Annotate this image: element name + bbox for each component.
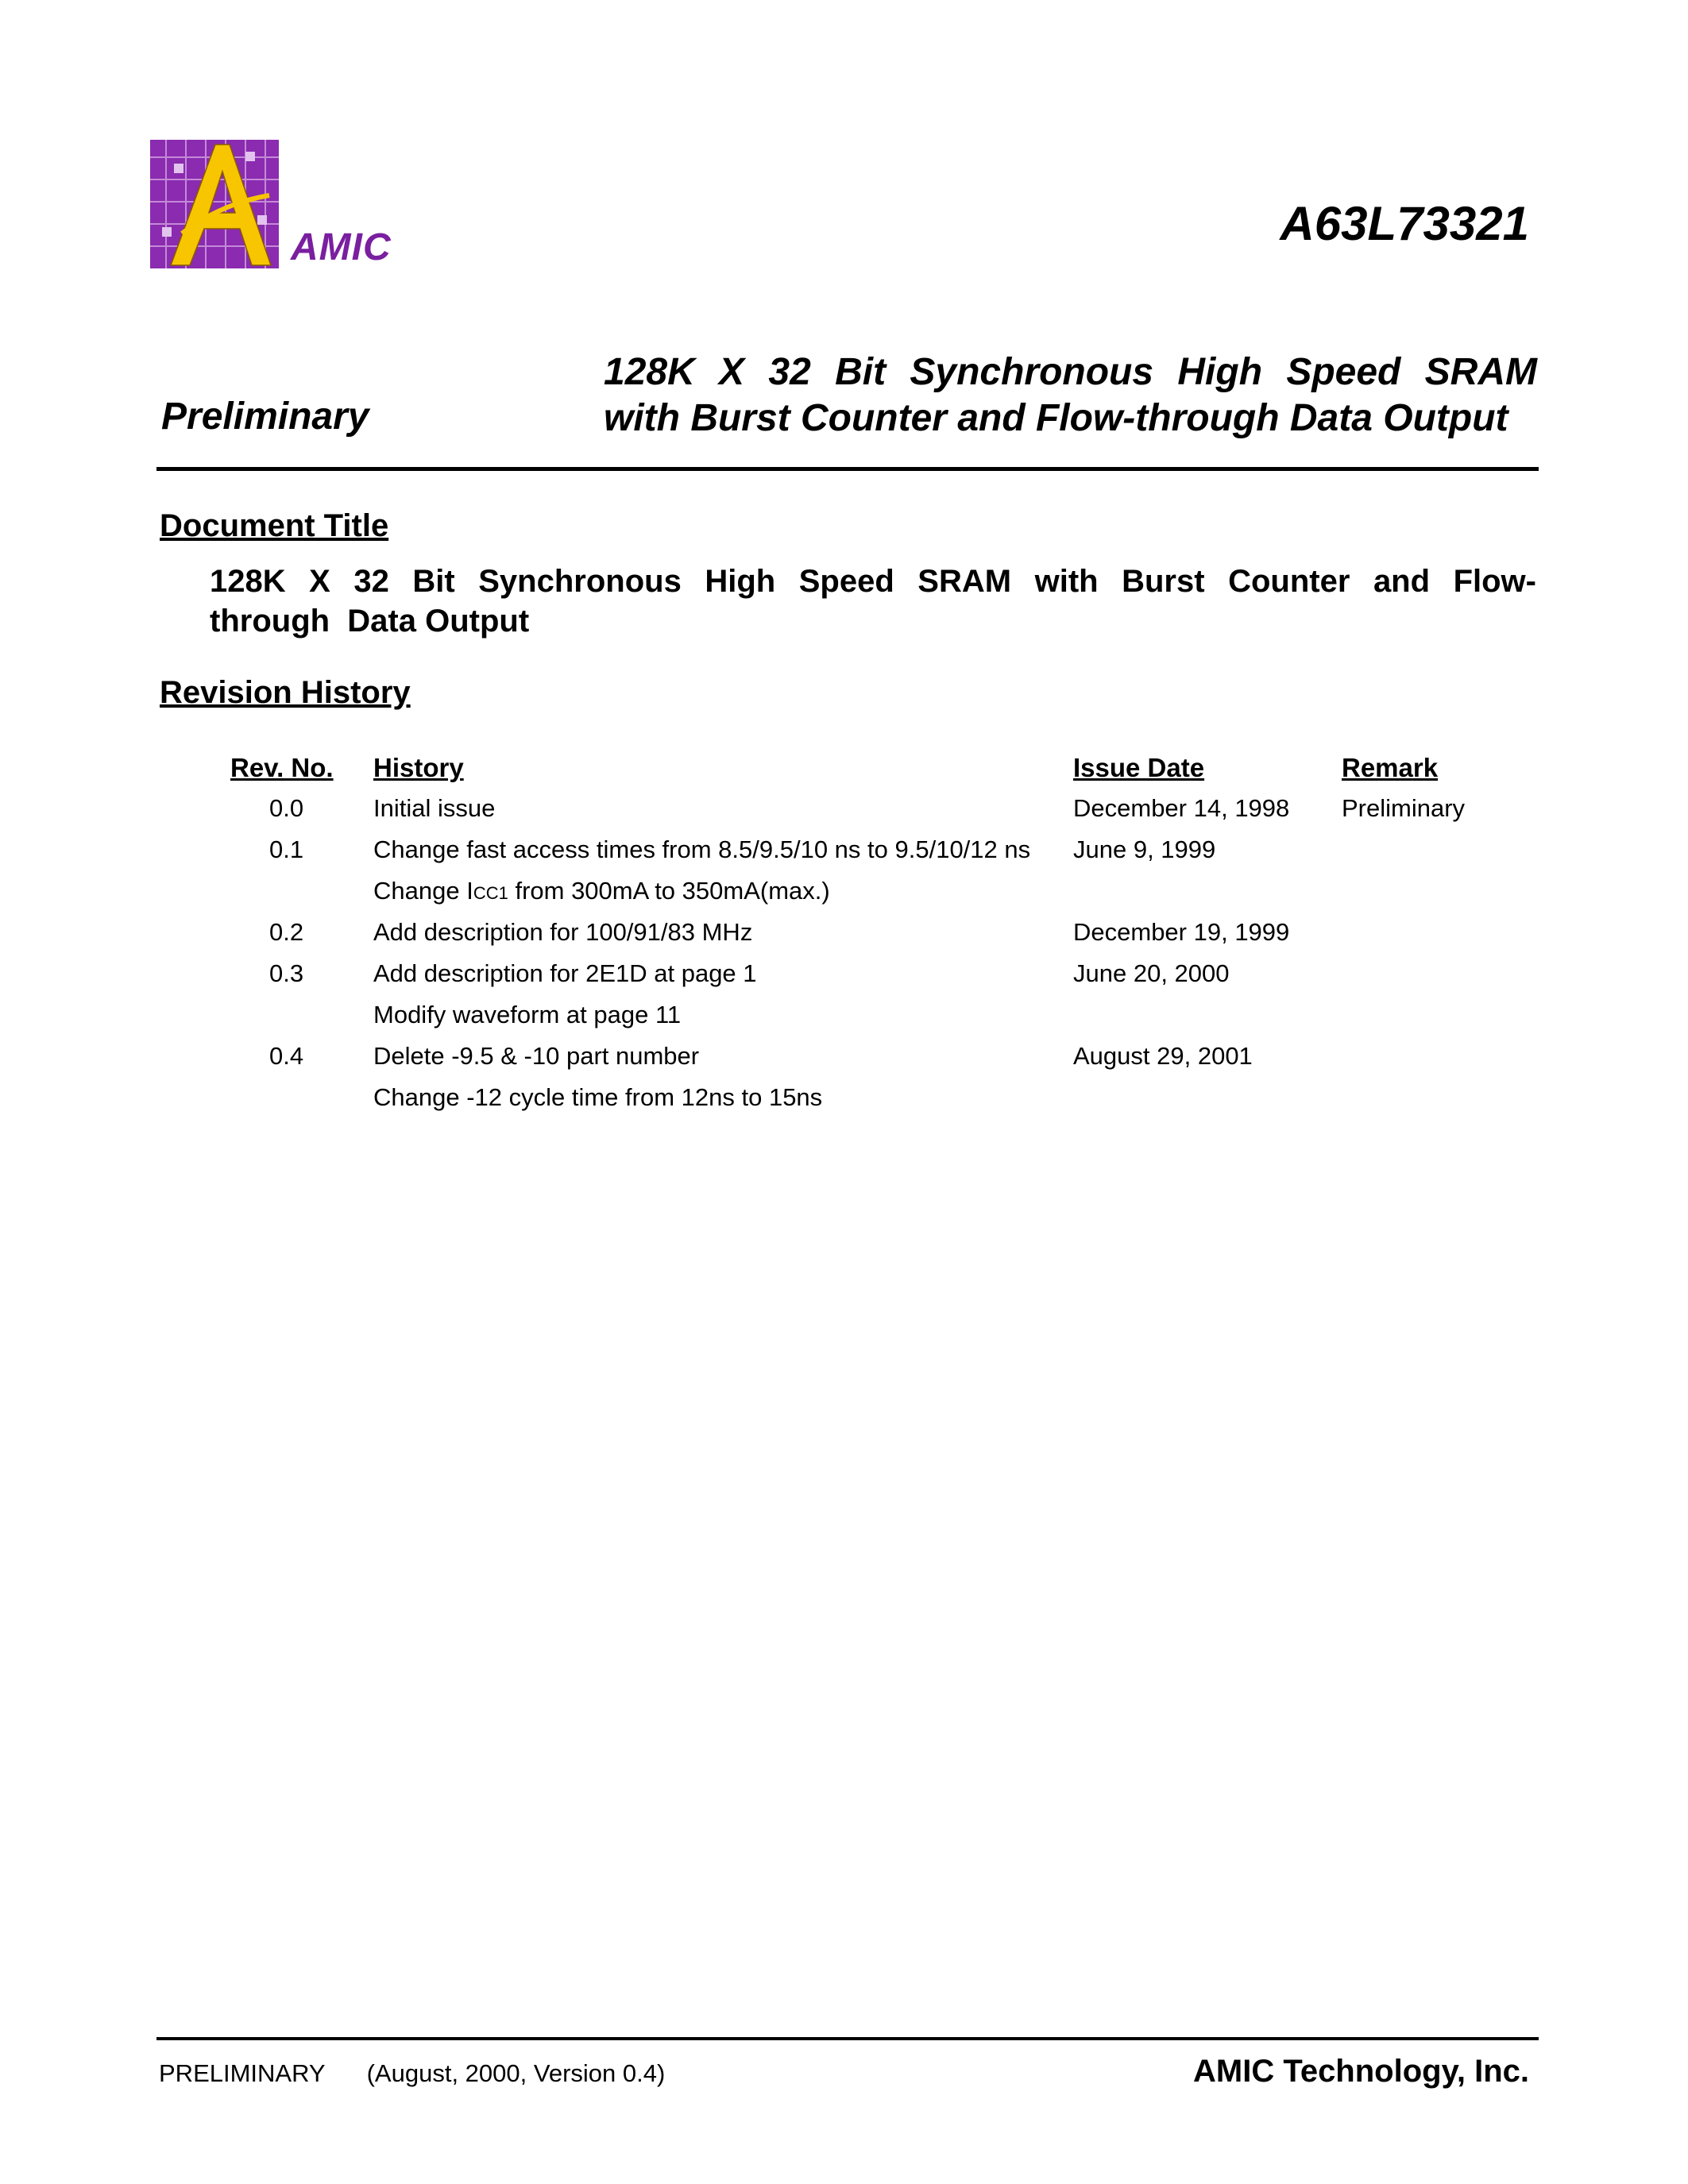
amic-logo bbox=[150, 140, 279, 268]
amic-logo-icon bbox=[150, 140, 279, 268]
table-row bbox=[0, 1000, 1688, 1041]
column-header-rev: Rev. No. bbox=[230, 753, 334, 782]
remark-cell: Preliminary bbox=[1342, 794, 1466, 822]
date-cell: December 19, 1999 bbox=[1073, 918, 1290, 946]
header-divider bbox=[156, 467, 1539, 471]
document-title-line1: 128K X 32 Bit Synchronous High Speed SRAM with Burst Counter and Flow- bbox=[210, 564, 1536, 599]
history-cell: Change fast access times from 8.5/9.5/10 ns to 9.5/10/12 ns bbox=[373, 835, 1031, 863]
footer-version: (August, 2000, Version 0.4) bbox=[366, 2059, 666, 2087]
table-row bbox=[0, 876, 1688, 917]
history-cell bbox=[373, 876, 830, 905]
history-cell: Add description for 100/91/83 MHz bbox=[373, 918, 753, 946]
table-row bbox=[0, 917, 1688, 959]
date-cell: June 20, 2000 bbox=[1073, 959, 1230, 987]
document-title-heading: Document Title bbox=[160, 508, 389, 543]
table-row bbox=[0, 959, 1688, 1000]
table-row bbox=[0, 1041, 1688, 1082]
rev-cell: 0.2 bbox=[269, 918, 304, 946]
date-cell: December 14, 1998 bbox=[1073, 794, 1290, 822]
header-title bbox=[604, 349, 1537, 442]
column-header-remark: Remark bbox=[1342, 753, 1439, 782]
footer-status bbox=[159, 2059, 665, 2088]
history-cell: Initial issue bbox=[373, 794, 496, 822]
rev-cell: 0.1 bbox=[269, 835, 304, 863]
date-cell: August 29, 2001 bbox=[1073, 1042, 1253, 1070]
date-cell: June 9, 1999 bbox=[1073, 835, 1216, 863]
history-cell: Change -12 cycle time from 12ns to 15ns bbox=[373, 1083, 823, 1111]
header-title-line2: with Burst Counter and Flow-through Data Output bbox=[604, 397, 1508, 439]
table-row bbox=[0, 835, 1688, 876]
footer-divider bbox=[156, 2037, 1539, 2040]
table-row bbox=[0, 1082, 1688, 1124]
status-label: Preliminary bbox=[161, 396, 369, 438]
rev-cell: 0.0 bbox=[269, 794, 304, 822]
footer-company: AMIC Technology, Inc. bbox=[1193, 2054, 1529, 2089]
column-header-history: History bbox=[373, 753, 464, 782]
brand-name: AMIC bbox=[291, 226, 392, 268]
column-header-issue-date: Issue Date bbox=[1073, 753, 1205, 782]
history-subscript: CC1 bbox=[473, 883, 508, 903]
footer-status-label: PRELIMINARY bbox=[159, 2059, 326, 2087]
document-title-line2: through Data Output bbox=[210, 604, 530, 639]
part-number: A63L73321 bbox=[1280, 197, 1529, 250]
history-cell: Add description for 2E1D at page 1 bbox=[373, 959, 757, 987]
table-row bbox=[0, 793, 1688, 835]
revision-history-heading: Revision History bbox=[160, 675, 411, 710]
rev-cell: 0.3 bbox=[269, 959, 304, 987]
header-title-line1: 128K X 32 Bit Synchronous High Speed SRAM bbox=[604, 351, 1537, 393]
history-cell: Delete -9.5 & -10 part number bbox=[373, 1042, 700, 1070]
document-title-text bbox=[210, 561, 1536, 641]
rev-cell: 0.4 bbox=[269, 1042, 304, 1070]
history-text: Change I bbox=[373, 877, 473, 905]
history-text: from 300mA to 350mA(max.) bbox=[508, 877, 830, 905]
history-cell: Modify waveform at page 11 bbox=[373, 1001, 682, 1028]
